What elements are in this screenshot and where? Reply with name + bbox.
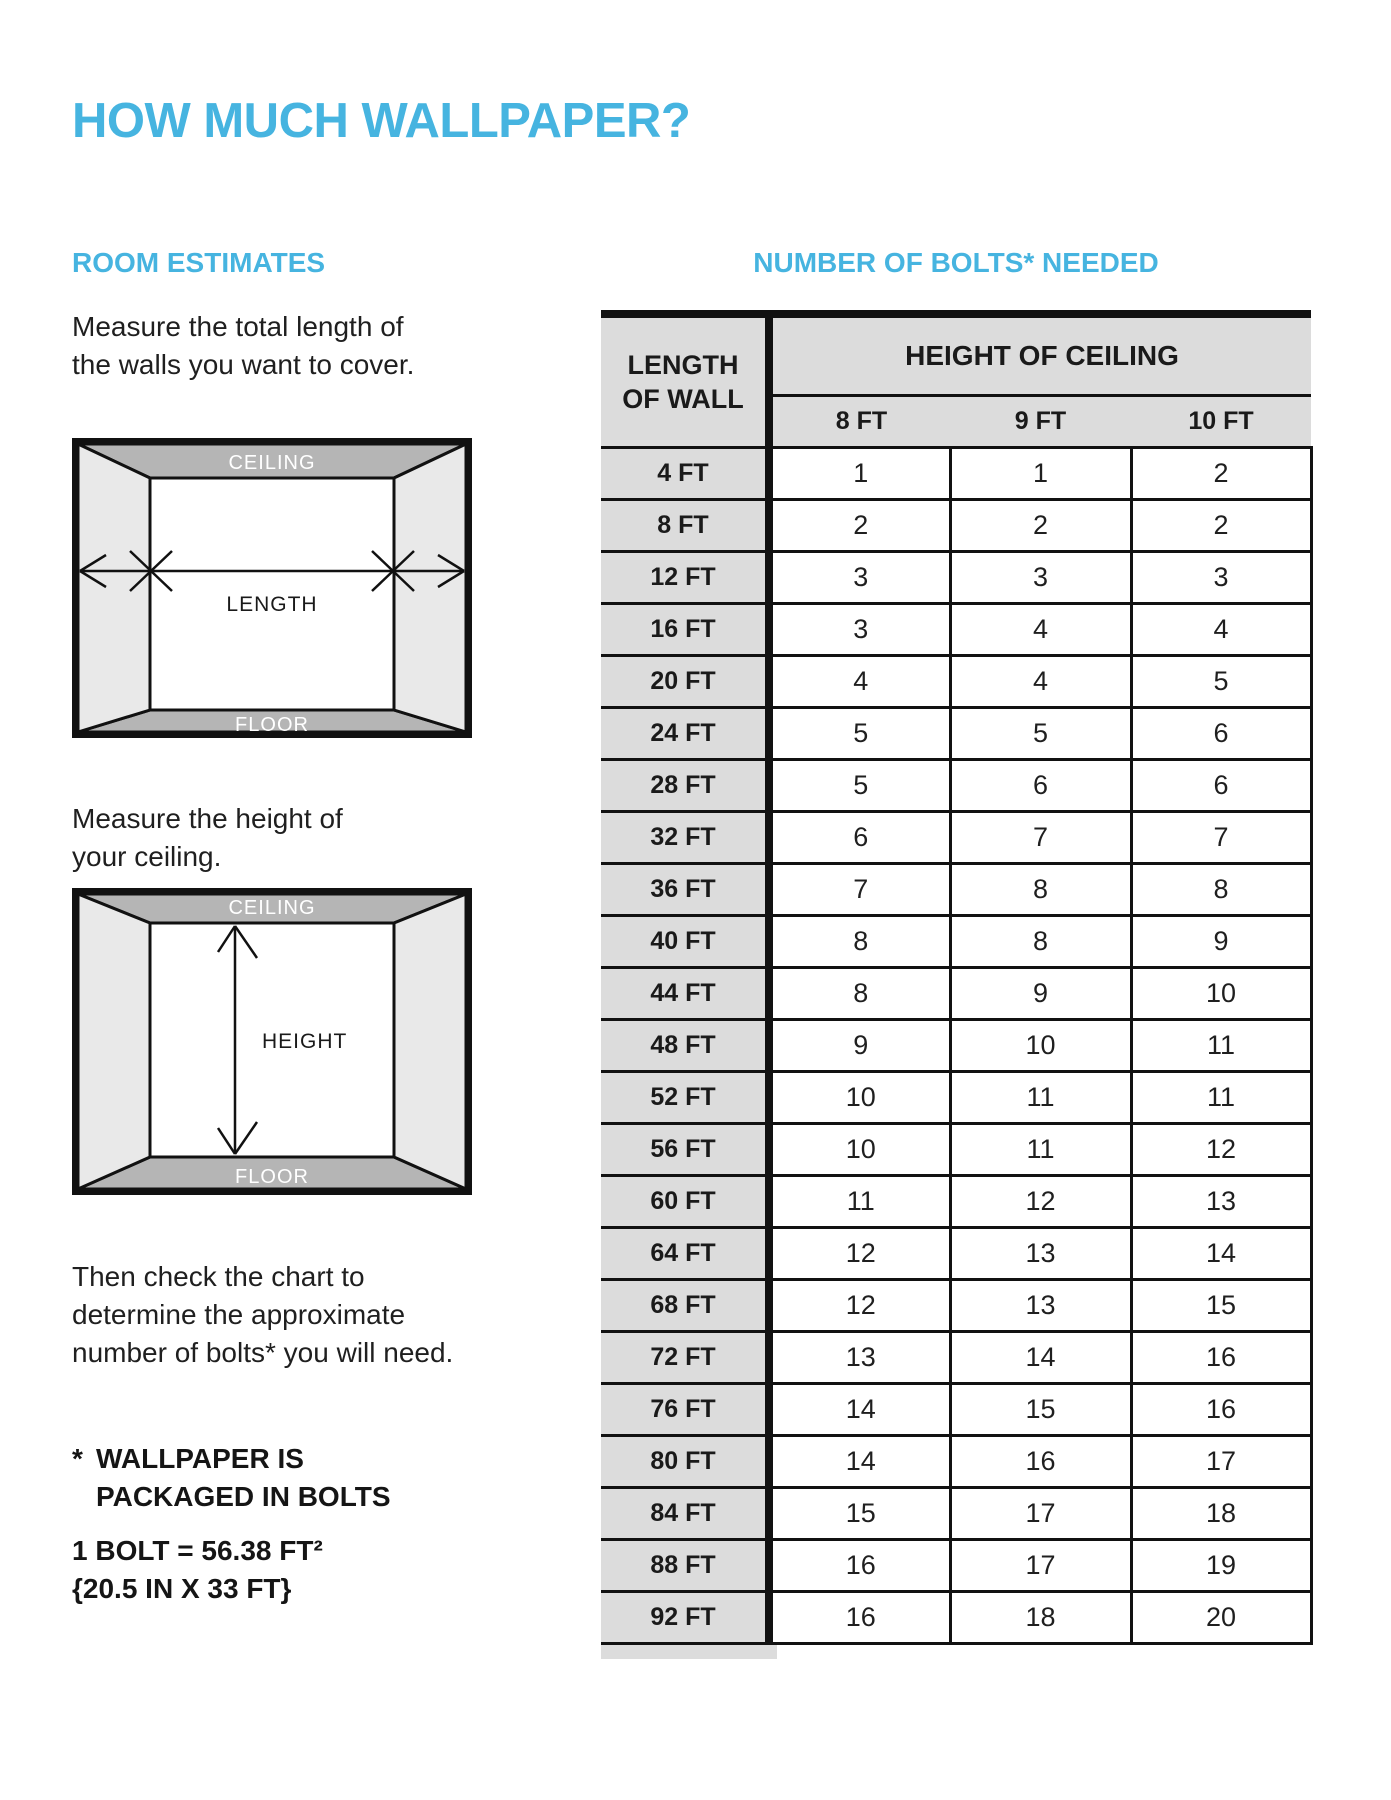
bolt-count-cell: 8 [769, 968, 950, 1020]
bolt-count-cell: 4 [769, 656, 950, 708]
height-label: HEIGHT [262, 1030, 348, 1053]
bolt-count-cell: 1 [950, 448, 1131, 500]
left-wall [78, 894, 150, 1189]
table-row [601, 1176, 1311, 1228]
wall-length-cell: 88 FT [601, 1540, 769, 1592]
table-row [601, 708, 1311, 760]
step1-instruction: Measure the total length of the walls you want to cover. [72, 311, 415, 380]
bolt-count-cell: 3 [769, 604, 950, 656]
wall-length-cell: 80 FT [601, 1436, 769, 1488]
bolt-count-cell: 12 [769, 1228, 950, 1280]
bolt-count-cell: 6 [1131, 708, 1311, 760]
floor-label: FLOOR [235, 1166, 309, 1188]
ceiling-label: CEILING [228, 897, 316, 919]
wall-length-cell: 16 FT [601, 604, 769, 656]
right-wall [394, 894, 466, 1189]
footnote-line2: PACKAGED IN BOLTS [96, 1481, 391, 1512]
bolt-count-cell: 5 [769, 760, 950, 812]
wall-length-cell: 24 FT [601, 708, 769, 760]
table-bottom-strip [601, 1645, 777, 1659]
bolt-count-cell: 17 [950, 1540, 1131, 1592]
bolt-count-cell: 18 [950, 1592, 1131, 1644]
wall-length-cell: 72 FT [601, 1332, 769, 1384]
bolt-count-cell: 11 [1131, 1072, 1311, 1124]
bolt-dimensions: {20.5 IN X 33 FT} [72, 1573, 292, 1604]
ceiling-label: CEILING [228, 452, 316, 474]
bolt-count-cell: 14 [769, 1384, 950, 1436]
table-row [601, 656, 1311, 708]
table-row [601, 604, 1311, 656]
step3-instruction: Then check the chart to determine the approximate number of bolts* you will need. [72, 1261, 454, 1368]
bolt-count-cell: 2 [950, 500, 1131, 552]
bolt-count-cell: 9 [950, 968, 1131, 1020]
bolt-count-cell: 5 [1131, 656, 1311, 708]
table-row [601, 760, 1311, 812]
floor-label: FLOOR [235, 714, 309, 736]
bolt-count-cell: 9 [1131, 916, 1311, 968]
bolt-count-cell: 11 [950, 1124, 1131, 1176]
bolt-count-cell: 11 [769, 1176, 950, 1228]
bolt-count-cell: 15 [769, 1488, 950, 1540]
bolt-count-cell: 5 [950, 708, 1131, 760]
table-row [601, 1020, 1311, 1072]
bolt-count-cell: 13 [950, 1280, 1131, 1332]
bolt-count-cell: 16 [1131, 1332, 1311, 1384]
table-row [601, 1332, 1311, 1384]
table-row [601, 1540, 1311, 1592]
table-row [601, 500, 1311, 552]
bolt-table-header [601, 314, 1311, 448]
table-row [601, 916, 1311, 968]
bolt-count-cell: 18 [1131, 1488, 1311, 1540]
bolt-count-cell: 12 [769, 1280, 950, 1332]
step2-instruction: Measure the height of your ceiling. [72, 803, 343, 872]
length-label: LENGTH [226, 593, 318, 616]
bolt-count-cell: 15 [950, 1384, 1131, 1436]
page-title: HOW MUCH WALLPAPER? [72, 93, 691, 148]
footnote-marker: * [72, 1443, 83, 1474]
bolt-count-cell: 10 [769, 1124, 950, 1176]
bolt-count-cell: 3 [769, 552, 950, 604]
bolt-footnote [72, 1440, 391, 1516]
bolt-table-heading: NUMBER OF BOLTS* NEEDED [753, 247, 1159, 279]
bolt-count-cell: 17 [1131, 1436, 1311, 1488]
wall-length-cell: 52 FT [601, 1072, 769, 1124]
bolt-count-cell: 6 [1131, 760, 1311, 812]
wall-length-cell: 12 FT [601, 552, 769, 604]
bolt-count-cell: 13 [950, 1228, 1131, 1280]
bolt-count-cell: 20 [1131, 1592, 1311, 1644]
wall-length-cell: 76 FT [601, 1384, 769, 1436]
table-row [601, 552, 1311, 604]
bolt-table-body [601, 448, 1311, 1644]
bolt-count-cell: 13 [769, 1332, 950, 1384]
column-header-8ft: 8 FT [769, 396, 950, 448]
bolt-count-cell: 9 [769, 1020, 950, 1072]
bolt-count-cell: 15 [1131, 1280, 1311, 1332]
table-row [601, 1488, 1311, 1540]
bolt-count-cell: 11 [950, 1072, 1131, 1124]
bolt-count-cell: 13 [1131, 1176, 1311, 1228]
table-row [601, 864, 1311, 916]
bolt-count-cell: 14 [950, 1332, 1131, 1384]
bolt-table-container [601, 310, 1313, 1659]
wall-length-cell: 56 FT [601, 1124, 769, 1176]
bolt-table [601, 310, 1313, 1645]
room-estimates-heading: ROOM ESTIMATES [72, 247, 326, 279]
bolt-count-cell: 4 [1131, 604, 1311, 656]
wall-length-cell: 48 FT [601, 1020, 769, 1072]
wall-length-cell: 64 FT [601, 1228, 769, 1280]
wall-length-cell: 40 FT [601, 916, 769, 968]
table-row [601, 1280, 1311, 1332]
bolt-count-cell: 6 [769, 812, 950, 864]
bolt-count-cell: 19 [1131, 1540, 1311, 1592]
bolt-count-cell: 3 [1131, 552, 1311, 604]
wall-length-cell: 60 FT [601, 1176, 769, 1228]
wall-length-cell: 68 FT [601, 1280, 769, 1332]
bolt-count-cell: 4 [950, 604, 1131, 656]
bolt-count-cell: 3 [950, 552, 1131, 604]
wall-length-cell: 92 FT [601, 1592, 769, 1644]
bolt-count-cell: 10 [769, 1072, 950, 1124]
bolt-count-cell: 10 [950, 1020, 1131, 1072]
bolt-count-cell: 1 [769, 448, 950, 500]
bolt-count-cell: 8 [950, 916, 1131, 968]
wall-length-cell: 84 FT [601, 1488, 769, 1540]
bolt-count-cell: 7 [769, 864, 950, 916]
table-row [601, 1592, 1311, 1644]
bolt-count-cell: 8 [1131, 864, 1311, 916]
wall-length-cell: 4 FT [601, 448, 769, 500]
table-row [601, 968, 1311, 1020]
table-row [601, 1384, 1311, 1436]
bolt-count-cell: 7 [1131, 812, 1311, 864]
wall-length-cell: 8 FT [601, 500, 769, 552]
bolt-count-cell: 8 [769, 916, 950, 968]
wall-length-cell: 28 FT [601, 760, 769, 812]
bolt-count-cell: 12 [950, 1176, 1131, 1228]
length-room-diagram [72, 438, 472, 738]
bolt-count-cell: 5 [769, 708, 950, 760]
bolt-count-cell: 6 [950, 760, 1131, 812]
column-header-10ft: 10 FT [1131, 396, 1311, 448]
length-of-wall-header: LENGTH OF WALL [601, 314, 769, 448]
table-row [601, 1124, 1311, 1176]
bolt-count-cell: 16 [1131, 1384, 1311, 1436]
bolt-count-cell: 16 [769, 1540, 950, 1592]
table-row [601, 1072, 1311, 1124]
bolt-count-cell: 12 [1131, 1124, 1311, 1176]
bolt-count-cell: 11 [1131, 1020, 1311, 1072]
bolt-count-cell: 2 [1131, 500, 1311, 552]
table-row [601, 448, 1311, 500]
bolt-count-cell: 14 [1131, 1228, 1311, 1280]
column-header-9ft: 9 FT [950, 396, 1131, 448]
table-row [601, 1436, 1311, 1488]
bolt-equation: 1 BOLT = 56.38 FT² [72, 1535, 323, 1566]
wall-length-cell: 32 FT [601, 812, 769, 864]
table-row [601, 1228, 1311, 1280]
bolt-count-cell: 4 [950, 656, 1131, 708]
bolt-count-cell: 17 [950, 1488, 1131, 1540]
bolt-count-cell: 14 [769, 1436, 950, 1488]
bolt-count-cell: 16 [950, 1436, 1131, 1488]
wall-length-cell: 44 FT [601, 968, 769, 1020]
bolt-equation-block [72, 1532, 323, 1608]
bolt-count-cell: 10 [1131, 968, 1311, 1020]
bolt-count-cell: 7 [950, 812, 1131, 864]
height-of-ceiling-header: HEIGHT OF CEILING [769, 314, 1311, 396]
bolt-count-cell: 2 [769, 500, 950, 552]
wall-length-cell: 36 FT [601, 864, 769, 916]
right-wall [394, 444, 466, 732]
bolt-count-cell: 8 [950, 864, 1131, 916]
footnote-line1: WALLPAPER IS [96, 1443, 304, 1474]
height-room-diagram [72, 888, 472, 1195]
left-wall [78, 444, 150, 732]
bolt-count-cell: 2 [1131, 448, 1311, 500]
bolt-count-cell: 16 [769, 1592, 950, 1644]
table-row [601, 812, 1311, 864]
wall-length-cell: 20 FT [601, 656, 769, 708]
